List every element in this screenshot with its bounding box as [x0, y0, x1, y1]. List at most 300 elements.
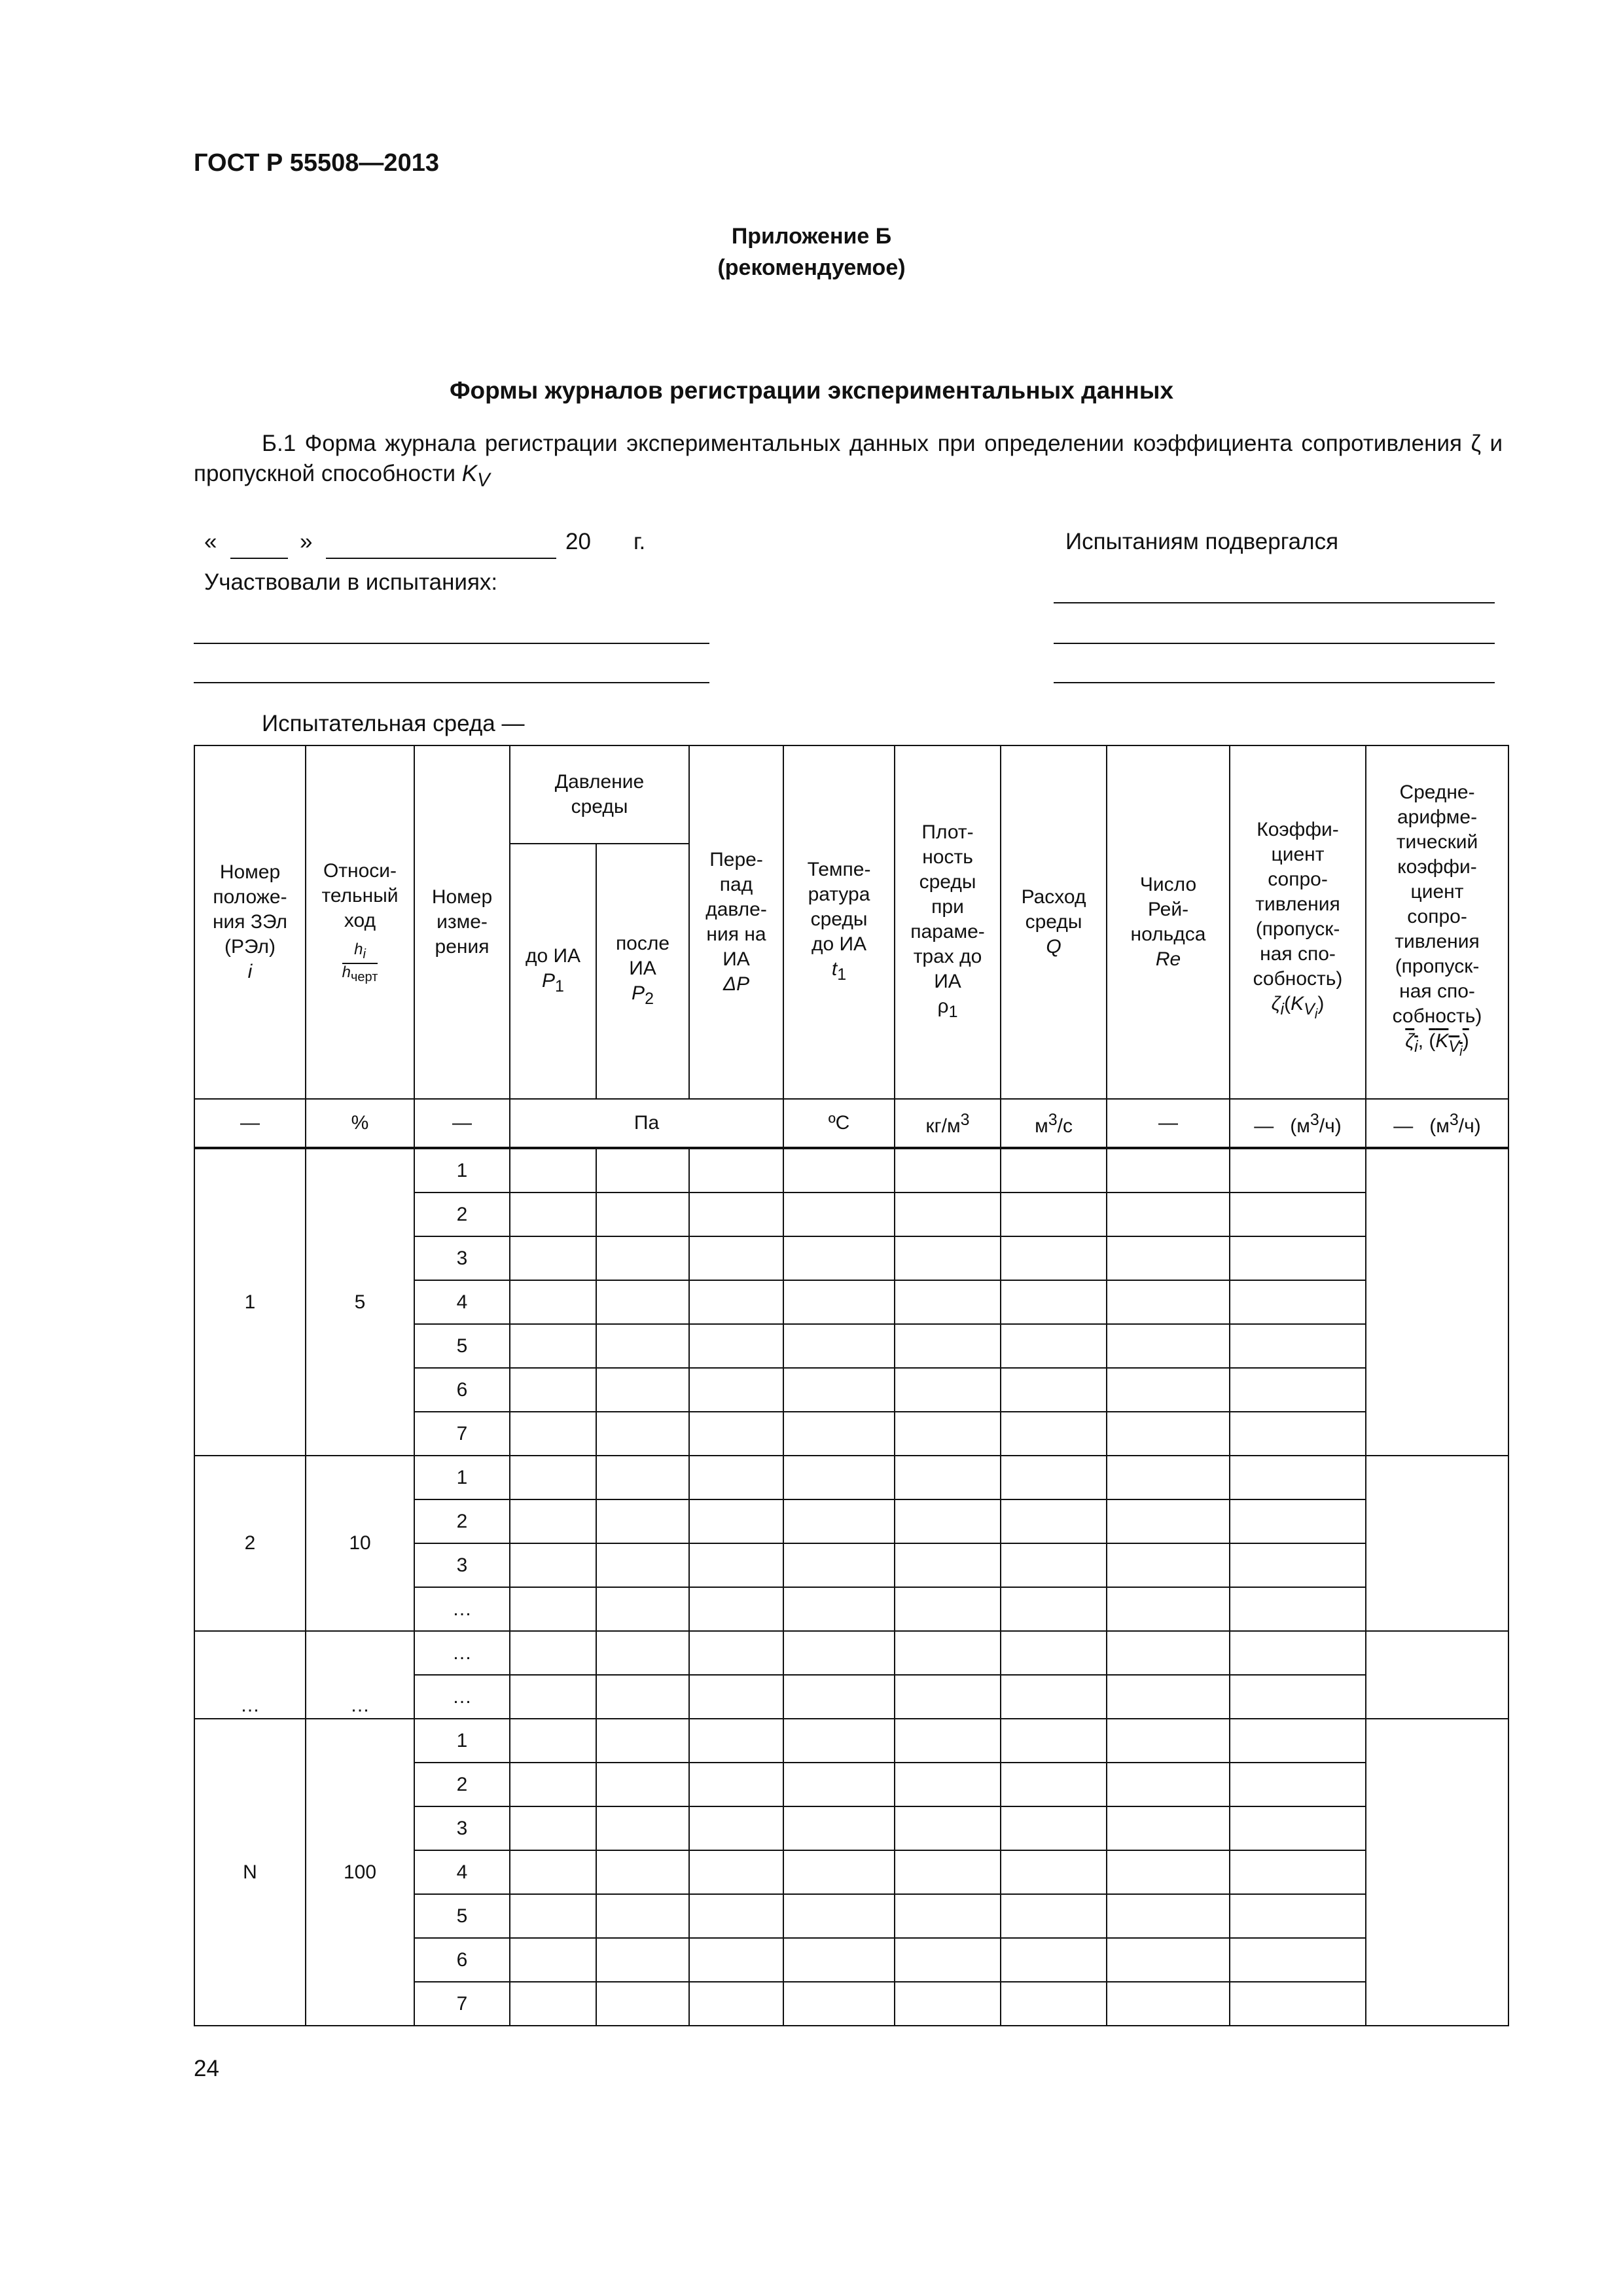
- entry-cell[interactable]: [783, 1236, 895, 1280]
- header-resistance-coefficient: Коэффи- циент сопро- тивления (пропуск- ная спо- собность) $\zeta_i(K_{V_i})$: [1230, 745, 1366, 1099]
- date-quote-close: »: [300, 529, 313, 554]
- entry-cell[interactable]: [1107, 1543, 1230, 1587]
- entry-cell[interactable]: [689, 1193, 783, 1236]
- header-line: изме-: [437, 911, 488, 933]
- header-line: Давление: [554, 771, 645, 793]
- entry-cell[interactable]: [596, 1193, 689, 1236]
- header-relative-stroke: [306, 745, 414, 1099]
- header-line: коэффи-: [1397, 856, 1477, 878]
- header-reynolds: Число Рей- нольдса Re: [1107, 745, 1230, 1099]
- mean-coefficient-cell[interactable]: [1366, 1719, 1508, 2026]
- unit-measurement: —: [414, 1099, 510, 1148]
- entry-cell[interactable]: [783, 1368, 895, 1412]
- entry-cell[interactable]: [596, 1236, 689, 1280]
- entry-cell[interactable]: [510, 1236, 596, 1280]
- measurement-number-cell: 1: [414, 1148, 510, 1193]
- entry-cell[interactable]: [510, 1938, 596, 1982]
- mean-coefficient-cell[interactable]: [1366, 1456, 1508, 1631]
- intro-text: Б.1 Форма журнала регистрации экспериментальных данных при определении коэффициента сопротивления ζ и пропускной способности: [194, 431, 1503, 486]
- measurement-number-cell: 3: [414, 1236, 510, 1280]
- measurement-number-cell: 3: [414, 1543, 510, 1587]
- entry-cell[interactable]: [510, 1763, 596, 1806]
- header-line: параме-: [910, 921, 985, 942]
- entry-cell[interactable]: [596, 1894, 689, 1938]
- header-temperature: Темпе- ратура среды до ИА $t_1$: [783, 745, 895, 1099]
- header-line: собность): [1392, 1005, 1482, 1027]
- table-header: [194, 745, 1508, 1148]
- entry-cell[interactable]: [1107, 1850, 1230, 1894]
- header-pressure-after: после ИА $P_2$: [596, 844, 689, 1099]
- measurement-number-cell: 7: [414, 1982, 510, 2026]
- entry-cell[interactable]: [1107, 1719, 1230, 1763]
- entry-cell[interactable]: [1107, 1982, 1230, 2026]
- entry-cell[interactable]: [1001, 1587, 1107, 1631]
- header-line: ния на: [706, 924, 766, 945]
- date-month-line[interactable]: [326, 558, 556, 559]
- entry-cell[interactable]: [689, 1324, 783, 1368]
- entry-cell[interactable]: [510, 1631, 596, 1675]
- entry-cell[interactable]: [783, 1850, 895, 1894]
- entry-cell[interactable]: [895, 1850, 1001, 1894]
- entry-cell[interactable]: [895, 1806, 1001, 1850]
- header-line: нольдса: [1130, 924, 1206, 945]
- appendix-kind: (рекомендуемое): [717, 255, 906, 280]
- header-line: Плот-: [921, 821, 974, 843]
- entry-cell[interactable]: [689, 1499, 783, 1543]
- entry-cell[interactable]: [689, 1631, 783, 1675]
- entry-cell[interactable]: [783, 1148, 895, 1193]
- entry-cell[interactable]: [510, 1193, 596, 1236]
- entry-cell[interactable]: [689, 1587, 783, 1631]
- entry-cell[interactable]: [510, 1982, 596, 2026]
- entry-cell[interactable]: [1001, 1193, 1107, 1236]
- entry-cell[interactable]: [689, 1280, 783, 1324]
- entry-cell[interactable]: [895, 1543, 1001, 1587]
- header-pressure-group: [510, 745, 689, 844]
- header-line: Расход: [1021, 886, 1086, 908]
- entry-cell[interactable]: [1001, 1456, 1107, 1499]
- measurement-number-cell: 4: [414, 1280, 510, 1324]
- entry-cell[interactable]: [1230, 1543, 1366, 1587]
- header-line: до ИА: [811, 933, 867, 955]
- appendix-name: Приложение Б: [731, 224, 892, 249]
- entry-cell[interactable]: [783, 1456, 895, 1499]
- entry-cell[interactable]: [783, 1763, 895, 1806]
- entry-cell[interactable]: [783, 1324, 895, 1368]
- entry-cell[interactable]: [1107, 1412, 1230, 1456]
- table-row: [194, 1456, 1508, 1499]
- entry-cell[interactable]: [1107, 1324, 1230, 1368]
- header-line: среды: [571, 796, 628, 817]
- entry-cell[interactable]: [1001, 1982, 1107, 2026]
- entry-cell[interactable]: [1001, 1894, 1107, 1938]
- header-line: ход: [344, 910, 376, 932]
- kv-subscript: V: [477, 470, 490, 491]
- entry-cell[interactable]: [1107, 1894, 1230, 1938]
- date-year-prefix: 20: [565, 529, 591, 554]
- entry-cell[interactable]: [596, 1587, 689, 1631]
- entry-cell[interactable]: [1230, 1806, 1366, 1850]
- entry-cell[interactable]: [1230, 1499, 1366, 1543]
- position-cell: …: [194, 1631, 306, 1719]
- header-line: Средне-: [1399, 781, 1475, 803]
- date-year-suffix: г.: [633, 529, 646, 554]
- unit-coefficient: — $(м^3/ч)$: [1230, 1099, 1366, 1148]
- entry-cell[interactable]: [596, 1324, 689, 1368]
- header-line: Относи-: [323, 860, 397, 882]
- entry-cell[interactable]: [1107, 1456, 1230, 1499]
- stroke-cell: 10: [306, 1456, 414, 1631]
- header-density: Плот- ность среды при параме- трах до ИА $\rho_1$: [895, 745, 1001, 1099]
- entry-cell[interactable]: [1107, 1148, 1230, 1193]
- unit-flow: $м^3/с$: [1001, 1099, 1107, 1148]
- entry-cell[interactable]: [1107, 1368, 1230, 1412]
- header-pressure-drop: Пере- пад давле- ния на ИА ΔP: [689, 745, 783, 1099]
- entry-cell[interactable]: [1107, 1763, 1230, 1806]
- header-line: Пере-: [709, 849, 763, 870]
- entry-cell[interactable]: [895, 1938, 1001, 1982]
- entry-cell[interactable]: [1230, 1368, 1366, 1412]
- entry-cell[interactable]: [596, 1148, 689, 1193]
- entry-cell[interactable]: [689, 1368, 783, 1412]
- entry-cell[interactable]: [783, 1193, 895, 1236]
- entry-cell[interactable]: [596, 1806, 689, 1850]
- entry-cell[interactable]: [1001, 1499, 1107, 1543]
- tested-line-3[interactable]: [1054, 682, 1495, 683]
- header-line: арифме-: [1397, 806, 1478, 828]
- entry-cell[interactable]: [1001, 1280, 1107, 1324]
- header-line: тельный: [321, 885, 399, 907]
- entry-cell[interactable]: [895, 1412, 1001, 1456]
- entry-cell[interactable]: [1230, 1412, 1366, 1456]
- header-line: среды: [1025, 911, 1082, 933]
- header-line: Номер: [431, 886, 493, 908]
- entry-cell[interactable]: [783, 1719, 895, 1763]
- entry-cell[interactable]: [689, 1456, 783, 1499]
- entry-cell[interactable]: [689, 1894, 783, 1938]
- entry-cell[interactable]: [1001, 1543, 1107, 1587]
- header-line: рения: [435, 936, 490, 958]
- measurement-number-cell: 1: [414, 1456, 510, 1499]
- entry-cell[interactable]: [783, 1499, 895, 1543]
- measurement-number-cell: …: [414, 1587, 510, 1631]
- header-line: среды: [810, 908, 868, 930]
- header-line: трах до: [913, 946, 982, 967]
- entry-cell[interactable]: [1001, 1806, 1107, 1850]
- header-line: сопро-: [1268, 869, 1328, 890]
- header-line: тический: [1396, 831, 1478, 853]
- kv-symbol: K: [461, 461, 478, 486]
- entry-cell[interactable]: [510, 1543, 596, 1587]
- entry-cell[interactable]: [510, 1719, 596, 1763]
- medium-label: Испытательная среда —: [262, 711, 525, 736]
- measurement-number-cell: 7: [414, 1412, 510, 1456]
- entry-cell[interactable]: [783, 1938, 895, 1982]
- entry-cell[interactable]: [510, 1412, 596, 1456]
- table-row: [194, 1719, 1508, 1763]
- entry-cell[interactable]: [1001, 1850, 1107, 1894]
- entry-cell[interactable]: [596, 1631, 689, 1675]
- header-line: ная спо-: [1399, 980, 1475, 1002]
- entry-cell[interactable]: [783, 1675, 895, 1719]
- entry-cell[interactable]: [689, 1412, 783, 1456]
- participants-line-2[interactable]: [194, 682, 709, 683]
- entry-cell[interactable]: [1001, 1236, 1107, 1280]
- intro-paragraph: [194, 429, 1503, 495]
- units-row: [194, 1099, 1508, 1148]
- entry-cell[interactable]: [510, 1148, 596, 1193]
- position-cell: N: [194, 1719, 306, 2026]
- tested-line-1[interactable]: [1054, 602, 1495, 603]
- mean-coefficient-cell[interactable]: [1366, 1148, 1508, 1456]
- entry-cell[interactable]: [1230, 1324, 1366, 1368]
- measurement-number-cell: 6: [414, 1368, 510, 1412]
- entry-cell[interactable]: [895, 1148, 1001, 1193]
- table-row: [194, 1148, 1508, 1193]
- date-day-line[interactable]: [230, 558, 288, 559]
- entry-cell[interactable]: [895, 1631, 1001, 1675]
- entry-cell[interactable]: [596, 1543, 689, 1587]
- entry-cell[interactable]: [895, 1894, 1001, 1938]
- tested-line-2[interactable]: [1054, 643, 1495, 644]
- header-line: тивления: [1255, 893, 1340, 915]
- entry-cell[interactable]: [596, 1412, 689, 1456]
- entry-cell[interactable]: [895, 1763, 1001, 1806]
- header-line: сопро-: [1407, 906, 1467, 927]
- entry-cell[interactable]: [1107, 1280, 1230, 1324]
- entry-cell[interactable]: [895, 1719, 1001, 1763]
- date-quote-open: «: [204, 529, 217, 554]
- page-title: Формы журналов регистрации экспериментальных данных: [449, 377, 1174, 404]
- entry-cell[interactable]: [1001, 1719, 1107, 1763]
- entry-cell[interactable]: [1107, 1193, 1230, 1236]
- entry-cell[interactable]: [783, 1982, 895, 2026]
- header-line: давле-: [705, 899, 767, 920]
- header-line: ния ЗЭл: [212, 911, 288, 933]
- entry-cell[interactable]: [1230, 1236, 1366, 1280]
- entry-cell[interactable]: [689, 1236, 783, 1280]
- unit-pressure: Па: [510, 1099, 783, 1148]
- header-line: ИА: [722, 948, 750, 970]
- entry-cell[interactable]: [895, 1280, 1001, 1324]
- table-body: [194, 1148, 1508, 2026]
- entry-cell[interactable]: [895, 1587, 1001, 1631]
- header-line: положе-: [213, 886, 287, 908]
- entry-cell[interactable]: [596, 1456, 689, 1499]
- entry-cell[interactable]: [596, 1719, 689, 1763]
- entry-cell[interactable]: [1107, 1938, 1230, 1982]
- entry-cell[interactable]: [1107, 1587, 1230, 1631]
- header-line: ная спо-: [1260, 943, 1336, 965]
- registration-journal-table: [194, 745, 1509, 2026]
- entry-cell[interactable]: [1230, 1456, 1366, 1499]
- entry-cell[interactable]: [596, 1850, 689, 1894]
- entry-cell[interactable]: [1230, 1938, 1366, 1982]
- entry-cell[interactable]: [1001, 1412, 1107, 1456]
- entry-cell[interactable]: [1230, 1763, 1366, 1806]
- entry-cell[interactable]: [1230, 1587, 1366, 1631]
- entry-cell[interactable]: [689, 1806, 783, 1850]
- entry-cell[interactable]: [1107, 1675, 1230, 1719]
- entry-cell[interactable]: [1001, 1938, 1107, 1982]
- stroke-cell: 100: [306, 1719, 414, 2026]
- entry-cell[interactable]: [783, 1587, 895, 1631]
- header-line: собность): [1253, 968, 1343, 990]
- header-line: ИА: [629, 958, 656, 979]
- header-line: среды: [919, 871, 976, 893]
- unit-reynolds: —: [1107, 1099, 1230, 1148]
- entry-cell[interactable]: [689, 1850, 783, 1894]
- measurement-number-cell: …: [414, 1675, 510, 1719]
- entry-cell[interactable]: [510, 1675, 596, 1719]
- entry-cell[interactable]: [1001, 1368, 1107, 1412]
- entry-cell[interactable]: [1230, 1631, 1366, 1675]
- entry-cell[interactable]: [1230, 1719, 1366, 1763]
- header-flow-rate: Расход среды Q: [1001, 745, 1107, 1099]
- header-measurement-number: [414, 745, 510, 1099]
- measurement-number-cell: 2: [414, 1193, 510, 1236]
- entry-cell[interactable]: [1230, 1982, 1366, 2026]
- entry-cell[interactable]: [1001, 1631, 1107, 1675]
- entry-cell[interactable]: [596, 1499, 689, 1543]
- entry-cell[interactable]: [596, 1675, 689, 1719]
- entry-cell[interactable]: [783, 1631, 895, 1675]
- header-line: ИА: [934, 971, 961, 992]
- entry-cell[interactable]: [783, 1894, 895, 1938]
- stroke-cell: …: [306, 1631, 414, 1719]
- entry-cell[interactable]: [1001, 1148, 1107, 1193]
- table-row: [194, 1631, 1508, 1675]
- entry-cell[interactable]: [1230, 1148, 1366, 1193]
- entry-cell[interactable]: [510, 1499, 596, 1543]
- header-line: пад: [719, 874, 753, 895]
- header-position: Номер положе- ния ЗЭл (РЭл) i: [194, 745, 306, 1099]
- unit-mean-coefficient: — $(м^3/ч)$: [1366, 1099, 1508, 1148]
- measurement-number-cell: 1: [414, 1719, 510, 1763]
- entry-cell[interactable]: [1001, 1675, 1107, 1719]
- header-line: Номер: [219, 861, 281, 883]
- entry-cell[interactable]: [1107, 1236, 1230, 1280]
- entry-cell[interactable]: [510, 1324, 596, 1368]
- entry-cell[interactable]: [596, 1763, 689, 1806]
- position-cell: 2: [194, 1456, 306, 1631]
- entry-cell[interactable]: [510, 1456, 596, 1499]
- unit-temperature: ºС: [783, 1099, 895, 1148]
- unit-stroke: %: [306, 1099, 414, 1148]
- mean-coefficient-cell[interactable]: [1366, 1631, 1508, 1719]
- entry-cell[interactable]: [783, 1412, 895, 1456]
- header-line: Рей-: [1147, 899, 1189, 920]
- header-line: циент: [1410, 881, 1464, 903]
- header-line: при: [931, 896, 964, 918]
- entry-cell[interactable]: [895, 1675, 1001, 1719]
- header-line: тивления: [1395, 931, 1480, 952]
- entry-cell[interactable]: [689, 1543, 783, 1587]
- entry-cell[interactable]: [689, 1938, 783, 1982]
- entry-cell[interactable]: [596, 1938, 689, 1982]
- header-line: Темпе-: [807, 859, 871, 880]
- header-line: (пропуск-: [1255, 918, 1340, 940]
- header-line: Число: [1139, 874, 1197, 895]
- entry-cell[interactable]: [689, 1148, 783, 1193]
- entry-cell[interactable]: [689, 1719, 783, 1763]
- entry-cell[interactable]: [895, 1236, 1001, 1280]
- entry-cell[interactable]: [1230, 1850, 1366, 1894]
- entry-cell[interactable]: [1230, 1894, 1366, 1938]
- entry-cell[interactable]: [689, 1982, 783, 2026]
- entry-cell[interactable]: [510, 1587, 596, 1631]
- stroke-fraction: $\frac{h_i}{h_{черт}}$: [342, 941, 378, 984]
- entry-cell[interactable]: [596, 1368, 689, 1412]
- measurement-number-cell: 2: [414, 1499, 510, 1543]
- entry-cell[interactable]: [895, 1324, 1001, 1368]
- entry-cell[interactable]: [1107, 1806, 1230, 1850]
- participants-line-1[interactable]: [194, 643, 709, 644]
- tested-label: Испытаниям подвергался: [1065, 529, 1339, 554]
- header-line: ность: [922, 846, 973, 868]
- unit-density: $кг/м^3$: [895, 1099, 1001, 1148]
- entry-cell[interactable]: [689, 1763, 783, 1806]
- entry-cell[interactable]: [895, 1368, 1001, 1412]
- header-line: ратура: [808, 884, 870, 905]
- entry-cell[interactable]: [895, 1456, 1001, 1499]
- measurement-number-cell: 3: [414, 1806, 510, 1850]
- entry-cell[interactable]: [1107, 1631, 1230, 1675]
- measurement-number-cell: 6: [414, 1938, 510, 1982]
- entry-cell[interactable]: [1001, 1324, 1107, 1368]
- entry-cell[interactable]: [783, 1543, 895, 1587]
- unit-position: —: [194, 1099, 306, 1148]
- entry-cell[interactable]: [783, 1806, 895, 1850]
- entry-cell[interactable]: [1230, 1280, 1366, 1324]
- entry-cell[interactable]: [596, 1982, 689, 2026]
- entry-cell[interactable]: [510, 1280, 596, 1324]
- entry-cell[interactable]: [1001, 1763, 1107, 1806]
- entry-cell[interactable]: [510, 1806, 596, 1850]
- measurement-number-cell: 5: [414, 1894, 510, 1938]
- measurement-number-cell: 4: [414, 1850, 510, 1894]
- measurement-number-cell: 2: [414, 1763, 510, 1806]
- header-line: до ИА: [525, 945, 581, 967]
- header-line: Коэффи-: [1257, 819, 1339, 840]
- entry-cell[interactable]: [689, 1675, 783, 1719]
- entry-cell[interactable]: [510, 1368, 596, 1412]
- header-line: (РЭл): [224, 936, 276, 958]
- position-cell: 1: [194, 1148, 306, 1456]
- entry-cell[interactable]: [895, 1982, 1001, 2026]
- entry-cell[interactable]: [510, 1850, 596, 1894]
- entry-cell[interactable]: [1230, 1675, 1366, 1719]
- page-number: 24: [194, 2056, 219, 2081]
- header-pressure-before: до ИА $P_1$: [510, 844, 596, 1099]
- header-line: циент: [1271, 844, 1325, 865]
- stroke-cell: 5: [306, 1148, 414, 1456]
- entry-cell[interactable]: [1107, 1499, 1230, 1543]
- measurement-number-cell: 5: [414, 1324, 510, 1368]
- entry-cell[interactable]: [895, 1499, 1001, 1543]
- entry-cell[interactable]: [1230, 1193, 1366, 1236]
- entry-cell[interactable]: [783, 1280, 895, 1324]
- entry-cell[interactable]: [596, 1280, 689, 1324]
- header-line: (пропуск-: [1395, 956, 1480, 977]
- entry-cell[interactable]: [510, 1894, 596, 1938]
- header-mean-resistance-coefficient: Средне- арифме- тический коэффи- циент сопро- тивления (пропуск- ная спо- собность) $\zeta_i$, $(K_{V_i})$: [1366, 745, 1508, 1099]
- measurement-number-cell: …: [414, 1631, 510, 1675]
- standard-number: ГОСТ Р 55508—2013: [194, 149, 439, 177]
- header-line: после: [615, 933, 670, 954]
- participants-label: Участвовали в испытаниях:: [204, 569, 498, 595]
- entry-cell[interactable]: [895, 1193, 1001, 1236]
